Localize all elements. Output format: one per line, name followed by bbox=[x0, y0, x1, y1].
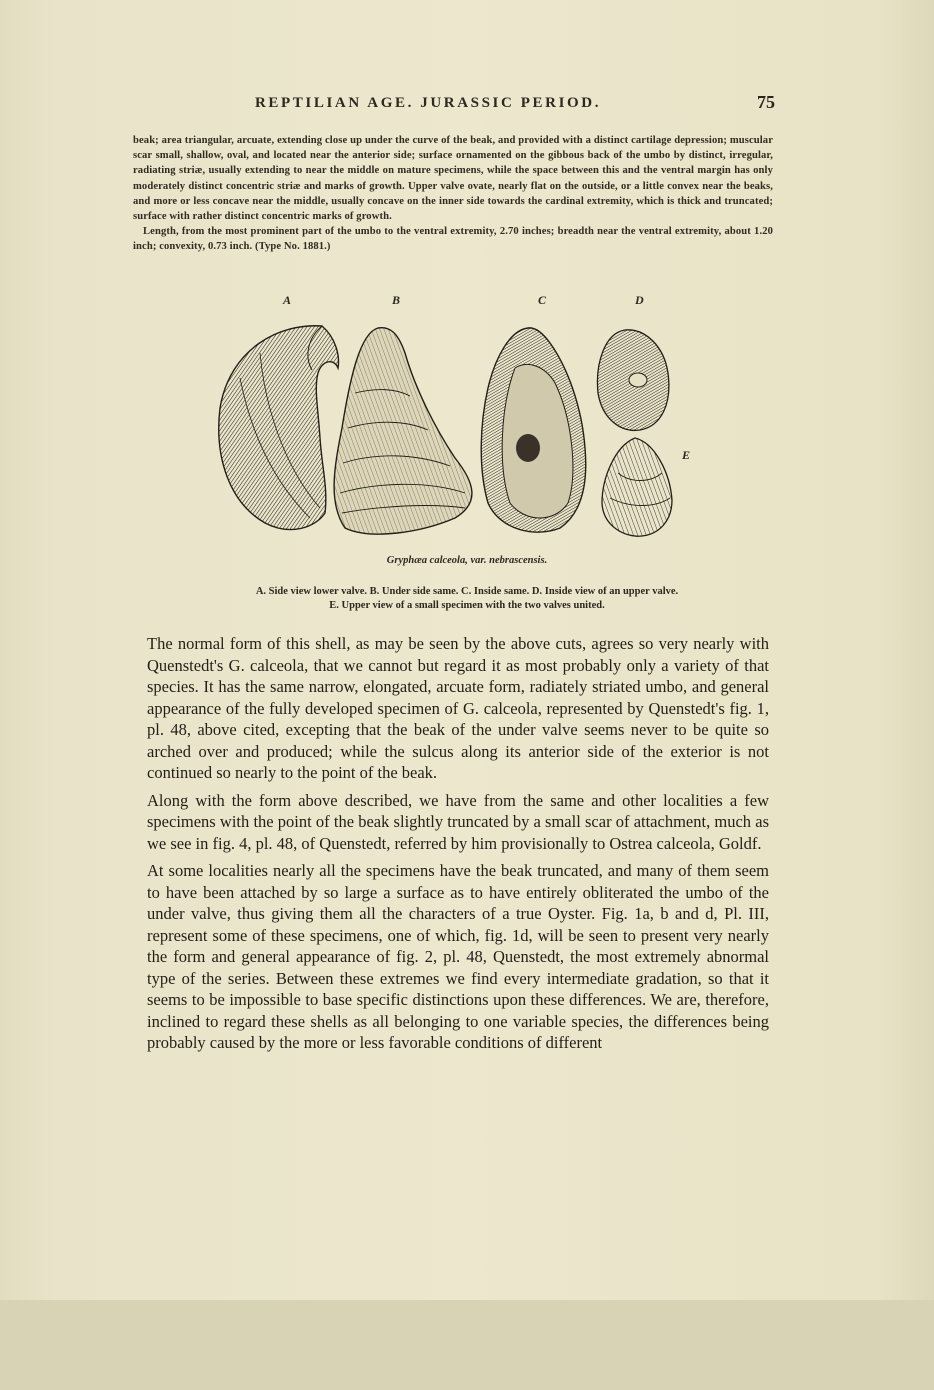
figure-label-e: E bbox=[682, 448, 691, 462]
page-number: 75 bbox=[757, 92, 775, 112]
figure-label-a: A bbox=[283, 293, 292, 307]
figure-label-d: D bbox=[635, 293, 644, 307]
body-paragraph-2: Along with the form above described, we have from the same and other localities a few specimens with the point of the beak slightly truncated by a small scar of attachment, much as we see in fig. 4, pl. 48, of Quenstedt, referred by him provisionally to Ostrea calceola, Goldf. bbox=[147, 790, 769, 853]
shell-a-side-view bbox=[219, 326, 339, 530]
figure-label-c: C bbox=[538, 293, 547, 307]
main-text bbox=[147, 633, 769, 1060]
description-paragraph: beak; area triangular, arcuate, extending close up under the curve of the beak, and provided with a distinct cartilage depression; muscular scar small, shallow, oval, and located near the anterior side; surface ornamented on the gibbous back of the umbo by distinct, irregular, radiating striæ, usually extending to near the middle on mature specimens, while the space between this and the ventral margin has only moderately distinct concentric striæ and marks of growth. Upper valve ovate, nearly flat on the outside, or a little convex near the beaks, and more or less concave near the middle, usually concave on the inner side towards the cardinal extremity, which is thick and truncated; surface with rather distinct concentric marks of growth. bbox=[133, 135, 773, 223]
running-head: REPTILIAN AGE. JURASSIC PERIOD. bbox=[255, 95, 602, 111]
figure-caption-line-2: E. Upper view of a small specimen with the two valves united. bbox=[329, 600, 605, 611]
body-paragraph-3: At some localities nearly all the specimens have the beak truncated, and many of them seem to have been attached by so large a surface as to have entirely obliterated the umbo of the under valve, thus giving them all the characters of a true Oyster. Fig. 1a, b and d, Pl. III, represent some of these specimens, one of which, fig. 1d, will be seen to present very nearly the form and general appearance of fig. 2, pl. 48, Quenstedt, the most extremely abnormal type of the series. Between these extremes we find every intermediate gradation, so that it seems to be impossible to base specific distinctions upon these differences. We are, therefore, inclined to regard these shells as all belonging to one variable species, the differences being probably caused by the more or less favorable conditions of different bbox=[147, 861, 769, 1052]
shell-figure bbox=[210, 293, 730, 543]
shell-c-inside-view bbox=[481, 328, 585, 532]
shell-e-small-specimen bbox=[602, 438, 672, 536]
measurements-paragraph: Length, from the most prominent part of the umbo to the ventral extremity, 2.70 inches; breadth near the ventral extremity, about 1.20 inch; convexity, 0.73 inch. (Type No. 1881.) bbox=[133, 226, 773, 253]
shell-b-under-view bbox=[334, 328, 472, 534]
figure-label-b: B bbox=[392, 293, 401, 307]
body-paragraph-1: The normal form of this shell, as may be seen by the above cuts, agrees so very nearly with Quenstedt's G. calceola, that we cannot but regard it as most probably only a variety of that species. It has the same narrow, elongated, arcuate form, radiately striated umbo, and general appearance of the fully developed specimen of G. calceola, represented by Quenstedt's fig. 1, pl. 48, above cited, excepting that the beak of the under valve seems never to be quite so arched over and produced; while the sulcus along its anterior side of the exterior is not continued so nearly to the point of the beak. bbox=[147, 634, 769, 782]
shell-engraving bbox=[210, 308, 730, 543]
figure-caption-line-1: A. Side view lower valve. B. Under side same. C. Inside same. D. Inside view of an upper valve. bbox=[255, 586, 679, 597]
shell-d-upper-valve bbox=[597, 330, 668, 431]
species-description bbox=[133, 133, 773, 255]
figure-caption-title: Gryphæa calceola, var. nebrascensis. bbox=[386, 555, 548, 566]
page-header bbox=[255, 92, 775, 119]
